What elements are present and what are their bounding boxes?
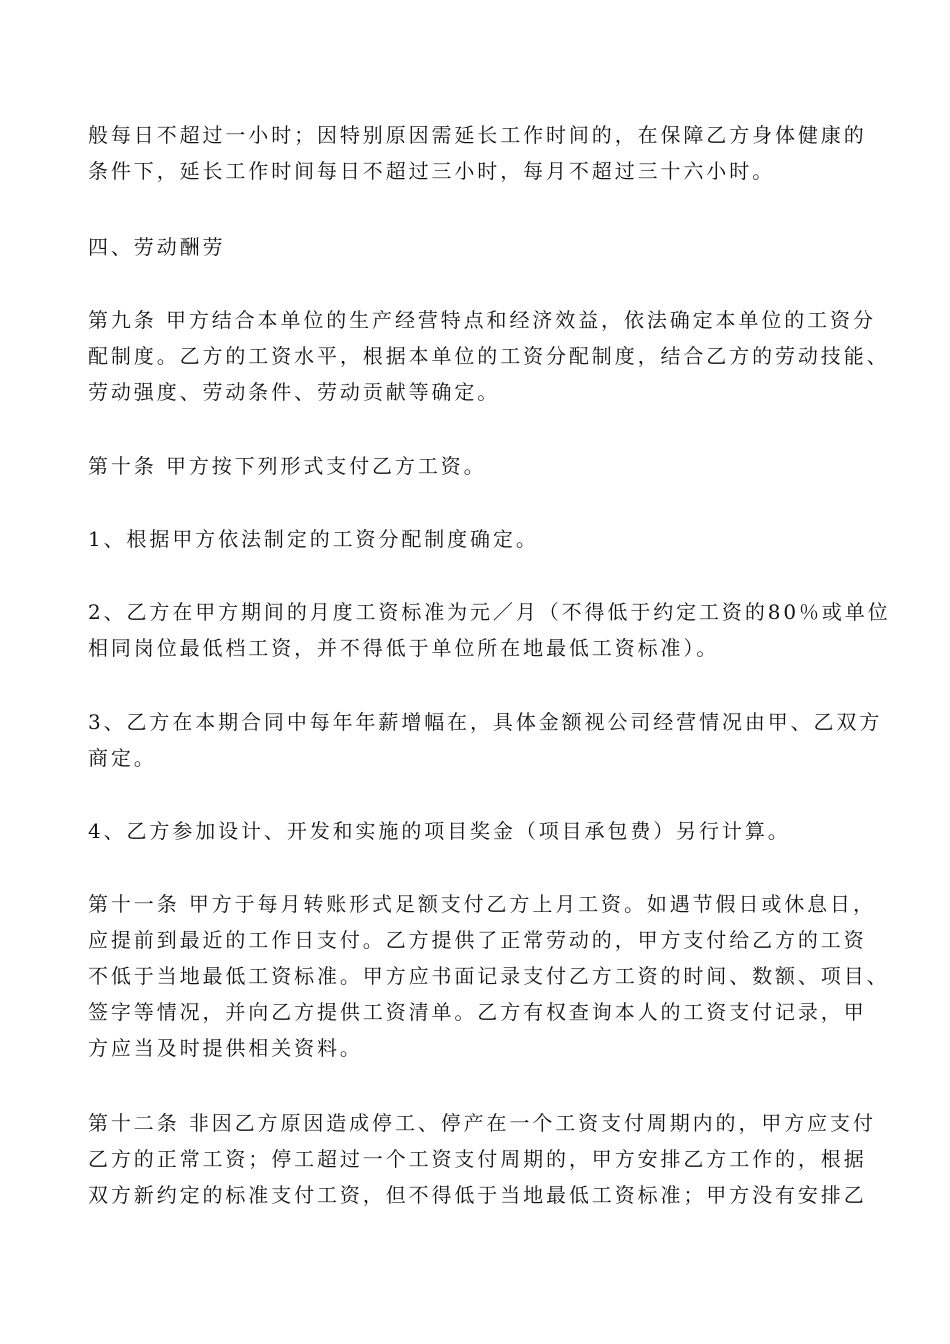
text-line: 方应当及时提供相关资料。	[88, 1036, 363, 1060]
text-line: 第十一条 甲方于每月转账形式足额支付乙方上月工资。如遇节假日或休息日，	[88, 892, 876, 916]
paragraph-article-10	[88, 448, 878, 484]
paragraph-working-hours-continued	[88, 117, 878, 189]
paragraph-article-9	[88, 302, 890, 410]
list-item-4	[88, 813, 878, 849]
text-line: 第十二条 非因乙方原因造成停工、停产在一个工资支付周期内的，甲方应支付	[88, 1111, 876, 1135]
text-line: 2、乙方在甲方期间的月度工资标准为元／月（不得低于约定工资的80％或单位	[88, 600, 891, 624]
list-item-2	[88, 594, 891, 666]
text-line: 第十条 甲方按下列形式支付乙方工资。	[88, 454, 487, 478]
section-heading-labor-remuneration	[88, 229, 878, 265]
text-line: 乙方的正常工资；停工超过一个工资支付周期的，甲方安排乙方工作的，根据	[88, 1147, 867, 1171]
paragraph-article-11	[88, 886, 890, 1066]
list-item-1	[88, 521, 878, 557]
text-line: 应提前到最近的工作日支付。乙方提供了正常劳动的，甲方支付给乙方的工资	[88, 928, 867, 952]
text-line: 不低于当地最低工资标准。甲方应书面记录支付乙方工资的时间、数额、项目、	[88, 964, 890, 988]
text-line: 劳动强度、劳动条件、劳动贡献等确定。	[88, 380, 501, 404]
paragraph-article-12	[88, 1105, 878, 1213]
text-line: 第九条 甲方结合本单位的生产经营特点和经济效益，依法确定本单位的工资分	[88, 308, 876, 332]
text-line: 3、乙方在本期合同中每年年薪增幅在，具体金额视公司经营情况由甲、乙双方	[88, 710, 883, 734]
text-line: 般每日不超过一小时；因特别原因需延长工作时间的，在保障乙方身体健康的	[88, 123, 867, 147]
text-line: 条件下，延长工作时间每日不超过三小时，每月不超过三十六小时。	[88, 159, 775, 183]
text-line: 1、根据甲方依法制定的工资分配制度确定。	[88, 527, 539, 551]
text-line: 签字等情况，并向乙方提供工资清单。乙方有权查询本人的工资支付记录，甲	[88, 1000, 867, 1024]
text-line: 配制度。乙方的工资水平，根据本单位的工资分配制度，结合乙方的劳动技能、	[88, 344, 890, 368]
section-heading: 四、劳动酬劳	[88, 235, 226, 259]
text-line: 商定。	[88, 746, 157, 770]
list-item-3	[88, 704, 883, 776]
text-line: 双方新约定的标准支付工资，但不得低于当地最低工资标准；甲方没有安排乙	[88, 1183, 867, 1207]
text-line: 相同岗位最低档工资，并不得低于单位所在地最低工资标准）。	[88, 636, 720, 660]
text-line: 4、乙方参加设计、开发和实施的项目奖金（项目承包费）另行计算。	[88, 819, 791, 843]
